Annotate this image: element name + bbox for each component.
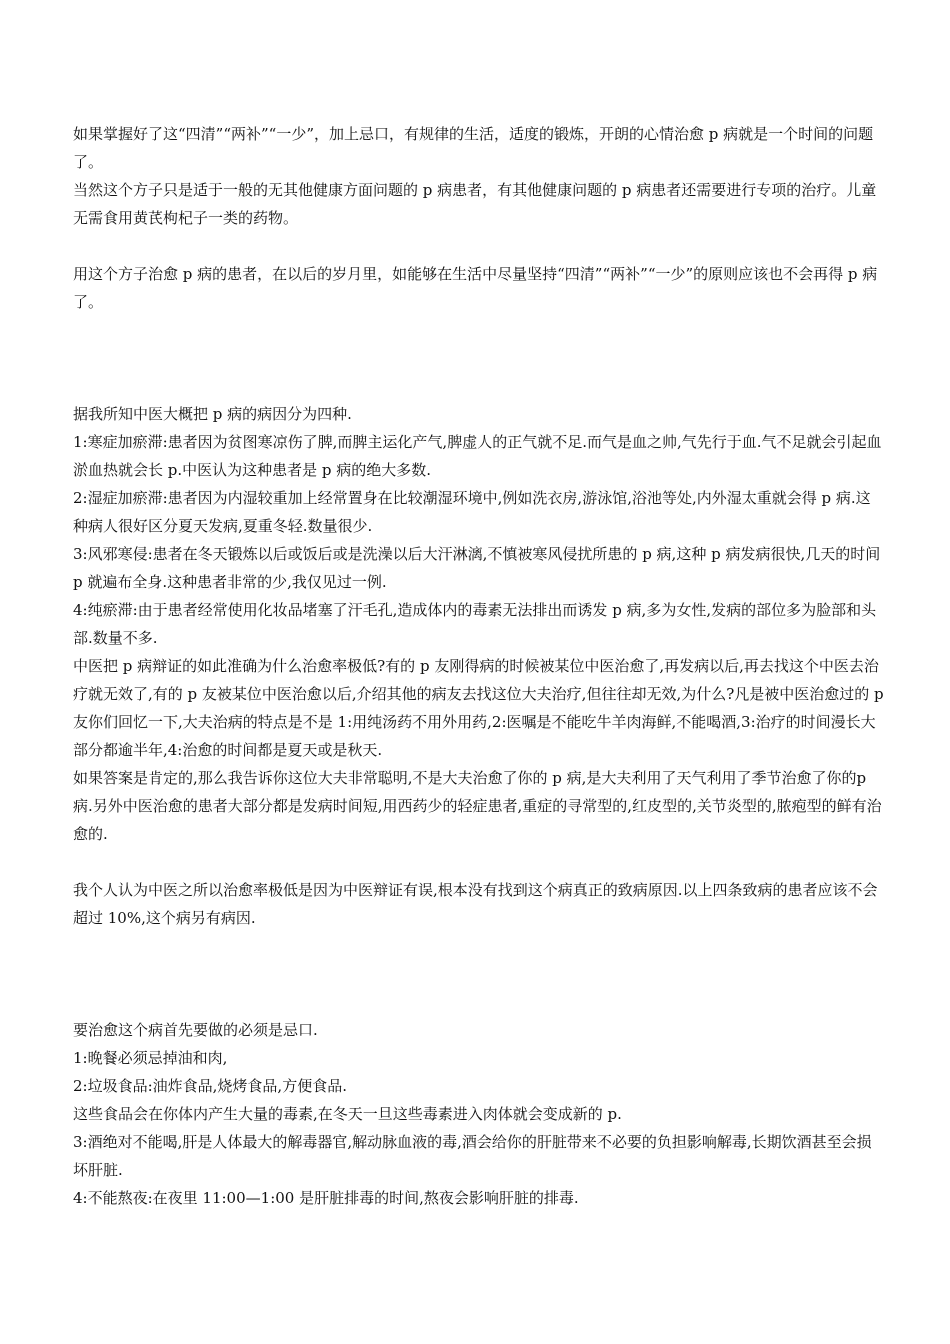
paragraph: 3:风邪寒侵:患者在冬天锻炼以后或饭后或是洗澡以后大汗淋漓,不慎被寒风侵扰所患的 p 病,这种 p 病发病很快,几天的时间 p 就遍布全身.这种患者非常的少,我仅见过一例. xyxy=(73,545,881,591)
paragraph: 用这个方子治愈 p 病的患者，在以后的岁月里，如能够在生活中尽量坚持“四清”“两补”“一少”的原则应该也不会再得 p 病了。 xyxy=(73,265,878,311)
blank-line xyxy=(73,316,885,400)
blank-line xyxy=(73,232,885,260)
paragraph: 2:垃圾食品:油炸食品,烧烤食品,方便食品. xyxy=(73,1077,347,1095)
paragraph: 4:不能熬夜:在夜里 11:00—1:00 是肝脏排毒的时间,熬夜会影响肝脏的排毒. xyxy=(73,1189,579,1207)
paragraph: 如果答案是肯定的,那么我告诉你这位大夫非常聪明,不是大夫治愈了你的 p 病,是大夫利用了天气利用了季节治愈了你的p病.另外中医治愈的患者大部分都是发病时间短,用西药少的轻症患者,重症的寻常型的,红皮型的,关节炎型的,脓疱型的鲜有治愈的. xyxy=(73,769,882,843)
blank-line xyxy=(73,848,885,876)
paragraph: 中医把 p 病辩证的如此准确为什么治愈率极低?有的 p 友刚得病的时候被某位中医治愈了,再发病以后,再去找这个中医去治疗就无效了,有的 p 友被某位中医治愈以后,介绍其他的病友去找这位大夫治疗,但往往却无效,为什么?凡是被中医治愈过的 p 友你们回忆一下,大夫治病的特点是不是 1:用纯汤药不用外用药,2:医嘱是不能吃牛羊肉海鲜,不能喝酒,3:治疗的时间漫长大部分都逾半年,4:治愈的时间都是夏天或是秋天. xyxy=(73,657,884,759)
blank-line xyxy=(73,932,885,1016)
paragraph: 4:纯瘀滞:由于患者经常使用化妆品堵塞了汗毛孔,造成体内的毒素无法排出而诱发 p 病,多为女性,发病的部位多为脸部和头部.数量不多. xyxy=(73,601,877,647)
paragraph: 1:寒症加瘀滞:患者因为贫图寒凉伤了脾,而脾主运化产气,脾虚人的正气就不足.而气是血之帅,气先行于血.气不足就会引起血淤血热就会长 p.中医认为这种患者是 p 病的绝大多数. xyxy=(73,433,882,479)
paragraph: 2:湿症加瘀滞:患者因为内湿较重加上经常置身在比较潮湿环境中,例如洗衣房,游泳馆,浴池等处,内外湿太重就会得 p 病.这种病人很好区分夏天发病,夏重冬轻.数量很少. xyxy=(73,489,871,535)
paragraph: 我个人认为中医之所以治愈率极低是因为中医辩证有误,根本没有找到这个病真正的致病原因.以上四条致病的患者应该不会超过 10%,这个病另有病因. xyxy=(73,881,878,927)
paragraph: 这些食品会在你体内产生大量的毒素,在冬天一旦这些毒素进入肉体就会变成新的 p. xyxy=(73,1105,622,1123)
paragraph: 3:酒绝对不能喝,肝是人体最大的解毒器官,解动脉血液的毒,酒会给你的肝脏带来不必要的负担影响解毒,长期饮酒甚至会损坏肝脏. xyxy=(73,1133,872,1179)
paragraph: 1:晚餐必须忌掉油和肉, xyxy=(73,1049,228,1067)
paragraph: 要治愈这个病首先要做的必须是忌口. xyxy=(73,1021,318,1039)
document-page xyxy=(73,120,885,1212)
paragraph: 如果掌握好了这“四清”“两补”“一少”，加上忌口，有规律的生活，适度的锻炼，开朗的心情治愈 p 病就是一个时间的问题了。 xyxy=(73,125,874,171)
paragraph: 当然这个方子只是适于一般的无其他健康方面问题的 p 病患者，有其他健康问题的 p 病患者还需要进行专项的治疗。儿童无需食用黄芪枸杞子一类的药物。 xyxy=(73,181,877,227)
paragraph: 据我所知中医大概把 p 病的病因分为四种. xyxy=(73,405,352,423)
